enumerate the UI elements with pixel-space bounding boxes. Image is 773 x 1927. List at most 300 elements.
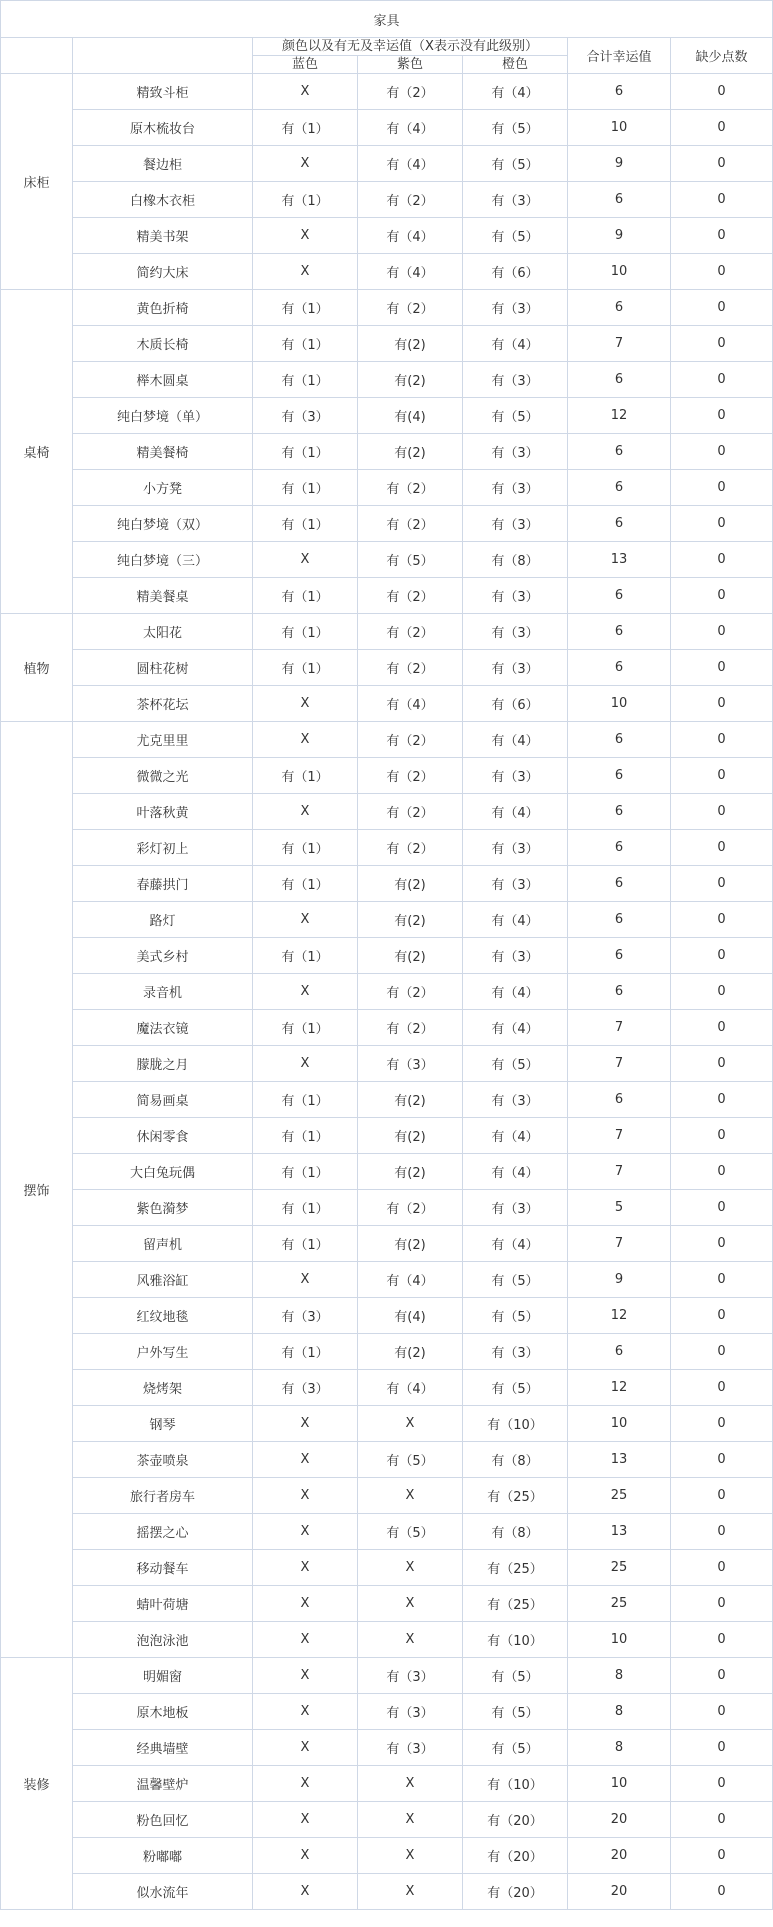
blue-level-cell: X [253,254,358,290]
blue-level-cell: X [253,1478,358,1514]
blue-level-cell: 有（1） [253,650,358,686]
item-name-cell: 路灯 [73,902,253,938]
table-row [1,614,773,650]
blue-level-cell: X [253,1694,358,1730]
category-cell: 装修 [1,1658,73,1910]
table-row [1,794,773,830]
item-name-cell: 简易画桌 [73,1082,253,1118]
total-luck-cell: 6 [568,902,671,938]
purple-level-cell: 有(2) [358,434,463,470]
orange-level-cell: 有（10） [463,1766,568,1802]
table-row [1,1586,773,1622]
total-luck-cell: 10 [568,1622,671,1658]
missing-points-cell: 0 [671,470,773,506]
item-name-cell: 白橡木衣柜 [73,182,253,218]
blue-level-cell: X [253,794,358,830]
missing-points-cell: 0 [671,1658,773,1694]
missing-points-cell: 0 [671,578,773,614]
missing-points-cell: 0 [671,830,773,866]
total-luck-cell: 6 [568,1334,671,1370]
missing-points-cell: 0 [671,254,773,290]
orange-level-cell: 有（3） [463,434,568,470]
total-luck-cell: 7 [568,1118,671,1154]
total-luck-cell: 7 [568,1046,671,1082]
table-row [1,1298,773,1334]
item-name-cell: 精美餐桌 [73,578,253,614]
orange-level-cell: 有（8） [463,1514,568,1550]
orange-level-cell: 有（3） [463,830,568,866]
item-name-cell: 彩灯初上 [73,830,253,866]
missing-points-cell: 0 [671,362,773,398]
orange-level-cell: 有（5） [463,1370,568,1406]
orange-level-cell: 有（8） [463,542,568,578]
purple-level-cell: 有（4） [358,1370,463,1406]
missing-points-cell: 0 [671,1046,773,1082]
table-row [1,182,773,218]
table-row [1,74,773,110]
header-total-luck: 合计幸运值 [568,38,671,74]
table-row [1,1694,773,1730]
total-luck-cell: 6 [568,74,671,110]
purple-level-cell: 有（5） [358,1514,463,1550]
blue-level-cell: 有（1） [253,866,358,902]
blue-level-cell: X [253,146,358,182]
orange-level-cell: 有（4） [463,722,568,758]
orange-level-cell: 有（4） [463,1226,568,1262]
item-name-cell: 简约大床 [73,254,253,290]
purple-level-cell: 有（2） [358,650,463,686]
blue-level-cell: X [253,74,358,110]
missing-points-cell: 0 [671,1442,773,1478]
missing-points-cell: 0 [671,1766,773,1802]
table-row [1,722,773,758]
missing-points-cell: 0 [671,434,773,470]
item-name-cell: 原木地板 [73,1694,253,1730]
purple-level-cell: 有（2） [358,578,463,614]
total-luck-cell: 13 [568,1442,671,1478]
category-cell: 桌椅 [1,290,73,614]
orange-level-cell: 有（4） [463,902,568,938]
missing-points-cell: 0 [671,146,773,182]
total-luck-cell: 13 [568,1514,671,1550]
total-luck-cell: 6 [568,506,671,542]
table-row [1,326,773,362]
total-luck-cell: 6 [568,974,671,1010]
item-name-cell: 明媚窗 [73,1658,253,1694]
total-luck-cell: 20 [568,1802,671,1838]
item-name-cell: 纯白梦境（单） [73,398,253,434]
table-row [1,1046,773,1082]
total-luck-cell: 20 [568,1874,671,1910]
purple-level-cell: 有(2) [358,1118,463,1154]
blue-level-cell: X [253,1838,358,1874]
table-row [1,650,773,686]
table-row [1,506,773,542]
blue-level-cell: X [253,1262,358,1298]
blue-level-cell: 有（1） [253,938,358,974]
purple-level-cell: 有（2） [358,614,463,650]
table-row [1,974,773,1010]
item-name-cell: 精美书架 [73,218,253,254]
table-row [1,758,773,794]
purple-level-cell: 有(2) [358,938,463,974]
total-luck-cell: 13 [568,542,671,578]
category-cell: 床柜 [1,74,73,290]
orange-level-cell: 有（3） [463,1190,568,1226]
total-luck-cell: 6 [568,470,671,506]
table-row [1,1550,773,1586]
total-luck-cell: 6 [568,614,671,650]
purple-level-cell: 有（2） [358,1010,463,1046]
orange-level-cell: 有（5） [463,1046,568,1082]
total-luck-cell: 6 [568,182,671,218]
total-luck-cell: 25 [568,1550,671,1586]
orange-level-cell: 有（4） [463,326,568,362]
title-row [1,1,773,38]
blue-level-cell: X [253,1658,358,1694]
orange-level-cell: 有（4） [463,974,568,1010]
total-luck-cell: 12 [568,1298,671,1334]
orange-level-cell: 有（20） [463,1874,568,1910]
item-name-cell: 温馨壁炉 [73,1766,253,1802]
purple-level-cell: 有(2) [358,1334,463,1370]
blue-level-cell: 有（3） [253,398,358,434]
table-row [1,1802,773,1838]
item-name-cell: 春藤拱门 [73,866,253,902]
total-luck-cell: 8 [568,1694,671,1730]
total-luck-cell: 6 [568,758,671,794]
orange-level-cell: 有（5） [463,398,568,434]
purple-level-cell: X [358,1622,463,1658]
missing-points-cell: 0 [671,614,773,650]
purple-level-cell: 有（2） [358,470,463,506]
header-name-blank [73,38,253,74]
blue-level-cell: 有（1） [253,1010,358,1046]
total-luck-cell: 6 [568,362,671,398]
blue-level-cell: X [253,1874,358,1910]
purple-level-cell: 有（2） [358,506,463,542]
missing-points-cell: 0 [671,1226,773,1262]
table-row [1,1658,773,1694]
blue-level-cell: 有（1） [253,1082,358,1118]
total-luck-cell: 6 [568,830,671,866]
blue-level-cell: X [253,1550,358,1586]
purple-level-cell: 有（4） [358,1262,463,1298]
table-row [1,1442,773,1478]
item-name-cell: 蜻叶荷塘 [73,1586,253,1622]
blue-level-cell: X [253,542,358,578]
missing-points-cell: 0 [671,650,773,686]
blue-level-cell: X [253,1442,358,1478]
header-missing-points: 缺少点数 [671,38,773,74]
missing-points-cell: 0 [671,1154,773,1190]
purple-level-cell: 有(2) [358,1154,463,1190]
item-name-cell: 微微之光 [73,758,253,794]
table-row [1,470,773,506]
total-luck-cell: 6 [568,866,671,902]
missing-points-cell: 0 [671,1586,773,1622]
orange-level-cell: 有（3） [463,506,568,542]
missing-points-cell: 0 [671,1622,773,1658]
blue-level-cell: X [253,722,358,758]
missing-points-cell: 0 [671,974,773,1010]
item-name-cell: 纯白梦境（三） [73,542,253,578]
purple-level-cell: X [358,1838,463,1874]
item-name-cell: 粉嘟嘟 [73,1838,253,1874]
missing-points-cell: 0 [671,1082,773,1118]
table-row [1,1622,773,1658]
item-name-cell: 小方凳 [73,470,253,506]
item-name-cell: 茶杯花坛 [73,686,253,722]
blue-level-cell: 有（1） [253,362,358,398]
purple-level-cell: 有（2） [358,722,463,758]
blue-level-cell: 有（3） [253,1298,358,1334]
purple-level-cell: 有（2） [358,794,463,830]
orange-level-cell: 有（10） [463,1406,568,1442]
total-luck-cell: 10 [568,686,671,722]
orange-level-cell: 有（8） [463,1442,568,1478]
missing-points-cell: 0 [671,398,773,434]
total-luck-cell: 10 [568,1406,671,1442]
item-name-cell: 休闲零食 [73,1118,253,1154]
header-orange: 橙色 [463,56,568,74]
purple-level-cell: 有（5） [358,542,463,578]
table-row [1,1082,773,1118]
missing-points-cell: 0 [671,1190,773,1226]
purple-level-cell: X [358,1802,463,1838]
table-row [1,290,773,326]
blue-level-cell: X [253,1514,358,1550]
missing-points-cell: 0 [671,1118,773,1154]
missing-points-cell: 0 [671,1334,773,1370]
total-luck-cell: 6 [568,1082,671,1118]
total-luck-cell: 6 [568,290,671,326]
item-name-cell: 紫色漪梦 [73,1190,253,1226]
orange-level-cell: 有（3） [463,182,568,218]
table-row [1,1478,773,1514]
orange-level-cell: 有（4） [463,1118,568,1154]
purple-level-cell: 有（3） [358,1694,463,1730]
table-row [1,866,773,902]
total-luck-cell: 6 [568,578,671,614]
table-row [1,398,773,434]
purple-level-cell: X [358,1766,463,1802]
item-name-cell: 太阳花 [73,614,253,650]
orange-level-cell: 有（5） [463,1730,568,1766]
blue-level-cell: X [253,1802,358,1838]
blue-level-cell: 有（1） [253,1118,358,1154]
item-name-cell: 餐边柜 [73,146,253,182]
item-name-cell: 粉色回忆 [73,1802,253,1838]
blue-level-cell: X [253,1586,358,1622]
purple-level-cell: X [358,1406,463,1442]
orange-level-cell: 有（5） [463,1658,568,1694]
item-name-cell: 黄色折椅 [73,290,253,326]
missing-points-cell: 0 [671,1262,773,1298]
table-row [1,254,773,290]
orange-level-cell: 有（3） [463,362,568,398]
purple-level-cell: 有（2） [358,1190,463,1226]
total-luck-cell: 9 [568,146,671,182]
total-luck-cell: 20 [568,1838,671,1874]
blue-level-cell: X [253,1730,358,1766]
orange-level-cell: 有（5） [463,218,568,254]
table-row [1,146,773,182]
blue-level-cell: 有（1） [253,326,358,362]
item-name-cell: 叶落秋黄 [73,794,253,830]
orange-level-cell: 有（5） [463,1298,568,1334]
orange-level-cell: 有（3） [463,758,568,794]
blue-level-cell: 有（3） [253,1370,358,1406]
item-name-cell: 泡泡泳池 [73,1622,253,1658]
orange-level-cell: 有（25） [463,1586,568,1622]
category-cell: 摆饰 [1,722,73,1658]
missing-points-cell: 0 [671,1406,773,1442]
total-luck-cell: 25 [568,1478,671,1514]
purple-level-cell: 有（2） [358,290,463,326]
orange-level-cell: 有（4） [463,794,568,830]
total-luck-cell: 7 [568,1226,671,1262]
table-row [1,1118,773,1154]
table-row [1,1226,773,1262]
header-purple: 紫色 [358,56,463,74]
table-row [1,362,773,398]
item-name-cell: 精美餐椅 [73,434,253,470]
item-name-cell: 原木梳妆台 [73,110,253,146]
table-row [1,1766,773,1802]
item-name-cell: 纯白梦境（双） [73,506,253,542]
blue-level-cell: X [253,1622,358,1658]
orange-level-cell: 有（3） [463,578,568,614]
table-row [1,578,773,614]
purple-level-cell: 有（4） [358,110,463,146]
total-luck-cell: 8 [568,1658,671,1694]
blue-level-cell: 有（1） [253,1154,358,1190]
item-name-cell: 烧烤架 [73,1370,253,1406]
orange-level-cell: 有（6） [463,686,568,722]
purple-level-cell: 有(2) [358,326,463,362]
missing-points-cell: 0 [671,686,773,722]
orange-level-cell: 有（3） [463,614,568,650]
missing-points-cell: 0 [671,290,773,326]
item-name-cell: 木质长椅 [73,326,253,362]
missing-points-cell: 0 [671,506,773,542]
orange-level-cell: 有（5） [463,1694,568,1730]
blue-level-cell: 有（1） [253,614,358,650]
item-name-cell: 户外写生 [73,1334,253,1370]
missing-points-cell: 0 [671,722,773,758]
item-name-cell: 圆柱花树 [73,650,253,686]
orange-level-cell: 有（6） [463,254,568,290]
blue-level-cell: 有（1） [253,1334,358,1370]
missing-points-cell: 0 [671,1838,773,1874]
purple-level-cell: 有（2） [358,758,463,794]
table-row [1,1838,773,1874]
orange-level-cell: 有（20） [463,1802,568,1838]
missing-points-cell: 0 [671,1010,773,1046]
purple-level-cell: 有（2） [358,974,463,1010]
orange-level-cell: 有（3） [463,938,568,974]
item-name-cell: 留声机 [73,1226,253,1262]
item-name-cell: 录音机 [73,974,253,1010]
blue-level-cell: 有（1） [253,470,358,506]
header-category-blank [1,38,73,74]
orange-level-cell: 有（4） [463,1154,568,1190]
missing-points-cell: 0 [671,1694,773,1730]
blue-level-cell: 有（1） [253,758,358,794]
blue-level-cell: 有（1） [253,1190,358,1226]
missing-points-cell: 0 [671,1874,773,1910]
total-luck-cell: 6 [568,722,671,758]
total-luck-cell: 5 [568,1190,671,1226]
item-name-cell: 朦胧之月 [73,1046,253,1082]
blue-level-cell: 有（1） [253,578,358,614]
table-title: 家具 [1,1,773,38]
purple-level-cell: 有（3） [358,1658,463,1694]
orange-level-cell: 有（3） [463,1334,568,1370]
missing-points-cell: 0 [671,542,773,578]
purple-level-cell: 有（2） [358,74,463,110]
missing-points-cell: 0 [671,866,773,902]
total-luck-cell: 10 [568,254,671,290]
table-row [1,1262,773,1298]
table-row [1,686,773,722]
purple-level-cell: 有（4） [358,218,463,254]
blue-level-cell: X [253,1406,358,1442]
purple-level-cell: 有(2) [358,902,463,938]
missing-points-cell: 0 [671,182,773,218]
purple-level-cell: 有（3） [358,1046,463,1082]
purple-level-cell: X [358,1874,463,1910]
missing-points-cell: 0 [671,794,773,830]
table-row [1,434,773,470]
total-luck-cell: 6 [568,650,671,686]
item-name-cell: 摇摆之心 [73,1514,253,1550]
header-blue: 蓝色 [253,56,358,74]
item-name-cell: 风雅浴缸 [73,1262,253,1298]
item-name-cell: 美式乡村 [73,938,253,974]
orange-level-cell: 有（4） [463,74,568,110]
purple-level-cell: 有（2） [358,830,463,866]
purple-level-cell: 有(2) [358,1082,463,1118]
total-luck-cell: 12 [568,1370,671,1406]
item-name-cell: 移动餐车 [73,1550,253,1586]
orange-level-cell: 有（5） [463,146,568,182]
table-row [1,1190,773,1226]
blue-level-cell: 有（1） [253,182,358,218]
table-row [1,902,773,938]
item-name-cell: 钢琴 [73,1406,253,1442]
purple-level-cell: 有(4) [358,1298,463,1334]
orange-level-cell: 有（3） [463,290,568,326]
orange-level-cell: 有（4） [463,1010,568,1046]
missing-points-cell: 0 [671,1298,773,1334]
table-row [1,110,773,146]
blue-level-cell: 有（1） [253,434,358,470]
purple-level-cell: 有（2） [358,182,463,218]
item-name-cell: 旅行者房车 [73,1478,253,1514]
missing-points-cell: 0 [671,1730,773,1766]
table-row [1,1154,773,1190]
orange-level-cell: 有（25） [463,1550,568,1586]
item-name-cell: 茶壶喷泉 [73,1442,253,1478]
blue-level-cell: 有（1） [253,1226,358,1262]
total-luck-cell: 7 [568,326,671,362]
table-row [1,938,773,974]
blue-level-cell: 有（1） [253,830,358,866]
header-level-group: 颜色以及有无及幸运值（X表示没有此级别） [253,38,568,56]
blue-level-cell: 有（1） [253,290,358,326]
